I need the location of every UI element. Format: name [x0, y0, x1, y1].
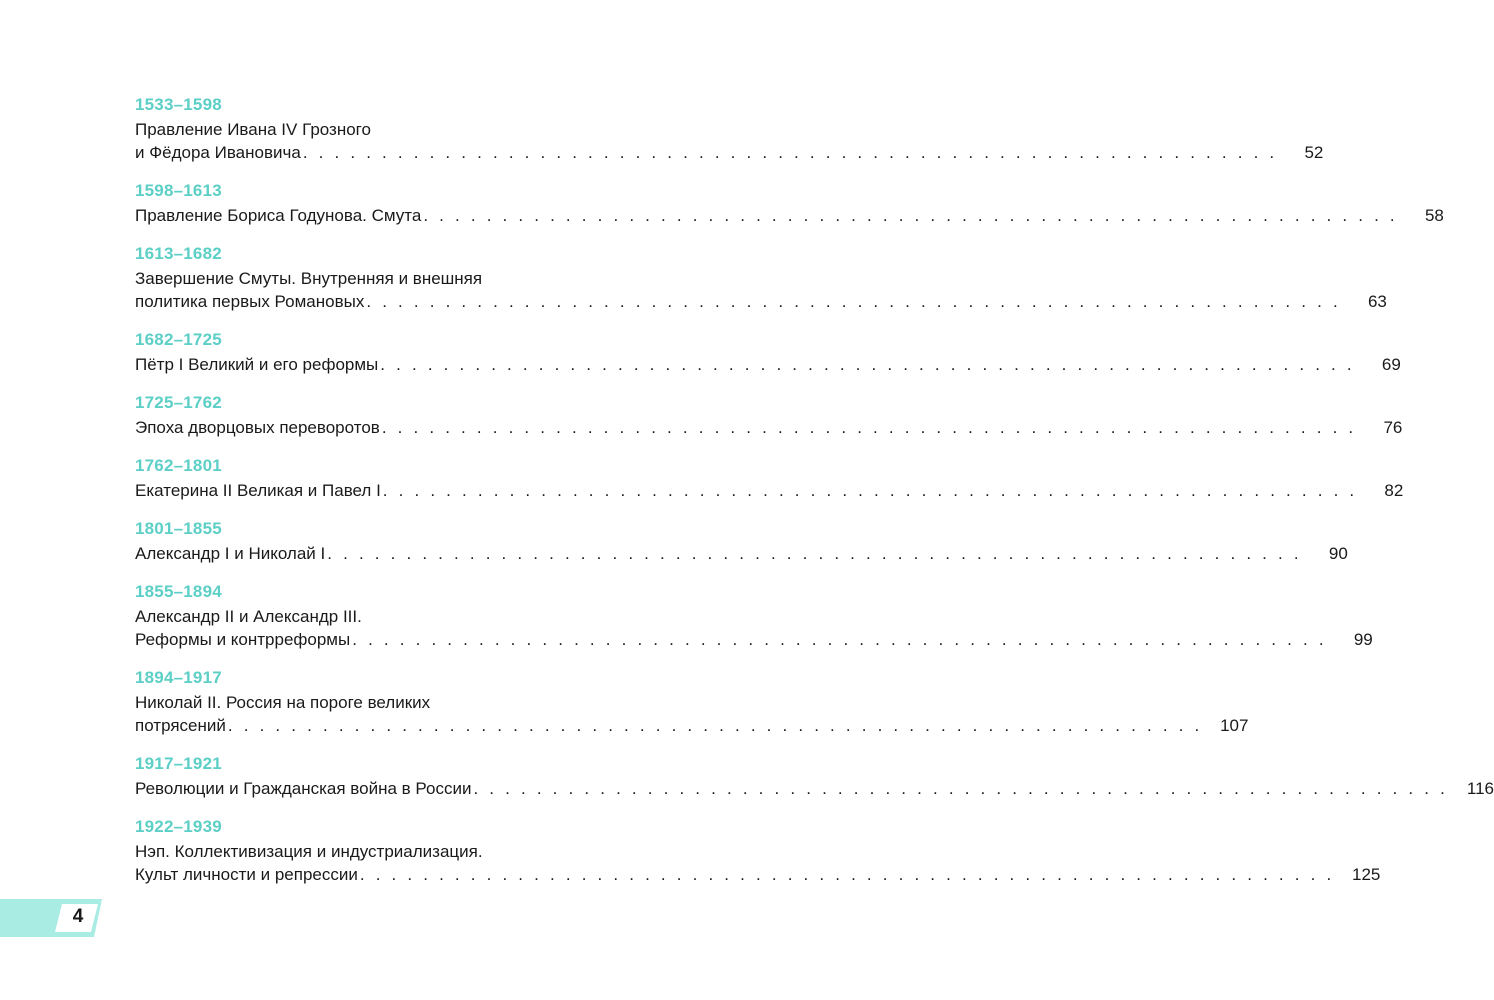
toc-entry[interactable] — [135, 329, 1401, 376]
toc-page-number[interactable]: 125 — [1352, 865, 1381, 884]
toc-years: 1533–1598 — [135, 95, 222, 114]
toc-years: 1922–1939 — [135, 817, 222, 836]
toc-page-number[interactable]: 76 — [1383, 418, 1403, 437]
toc-title-text: Революции и Гражданская война в России — [135, 779, 472, 798]
toc-entry[interactable] — [135, 518, 1348, 565]
toc-title-line: Правление Ивана IV Грозного — [135, 120, 371, 139]
toc-years: 1725–1762 — [135, 393, 222, 412]
dot-leader: . . . . . . . . . . . . . . . . . . . . . . . . . . . . . . . . . . . . . . . . . . . . . . . . . . . . . . . . . . . . . . — [382, 481, 1358, 500]
toc-title-line — [135, 777, 1494, 800]
toc-title-line — [135, 479, 1404, 502]
toc-years: 1598–1613 — [135, 181, 222, 200]
toc-title-text: потрясений — [135, 716, 226, 735]
toc-title-line: Завершение Смуты. Внутренняя и внешняя — [135, 269, 483, 288]
dot-leader: . . . . . . . . . . . . . . . . . . . . . . . . . . . . . . . . . . . . . . . . . . . . . . . . . . . . . . . . . . . . . . — [302, 143, 1278, 162]
toc-title-text: политика первых Романовых — [135, 292, 365, 311]
toc-entry[interactable] — [135, 243, 1387, 313]
toc-entry[interactable] — [135, 753, 1494, 800]
toc-title-text: Эпоха дворцовых переворотов — [135, 418, 380, 437]
toc-title-text: Реформы и контрреформы — [135, 630, 351, 649]
toc-title-text: Культ личности и репрессии — [135, 865, 358, 884]
dot-leader: . . . . . . . . . . . . . . . . . . . . . . . . . . . . . . . . . . . . . . . . . . . . . . . . . . . . . . . . . . . . . . — [327, 544, 1302, 563]
dot-leader: . . . . . . . . . . . . . . . . . . . . . . . . . . . . . . . . . . . . . . . . . . . . . . . . . . . . . . . . . . . . . . — [423, 206, 1398, 225]
toc-title-text: Пётр I Великий и его реформы — [135, 355, 379, 374]
toc-title-line: Александр II и Александр III. — [135, 607, 362, 626]
table-of-contents — [135, 94, 1494, 902]
dot-leader: . . . . . . . . . . . . . . . . . . . . . . . . . . . . . . . . . . . . . . . . . . . . . . . . . . . . . . . . . . . . . . — [380, 355, 1355, 374]
toc-years: 1762–1801 — [135, 456, 222, 475]
toc-title-text: Правление Бориса Годунова. Смута — [135, 206, 422, 225]
toc-title-text: Екатерина II Великая и Павел I — [135, 481, 381, 500]
toc-entry[interactable] — [135, 180, 1444, 227]
dot-leader: . . . . . . . . . . . . . . . . . . . . . . . . . . . . . . . . . . . . . . . . . . . . . . . . . . . . . . . . . . . . . . — [227, 716, 1203, 735]
toc-title-line — [135, 628, 1373, 651]
toc-title-line — [135, 353, 1401, 376]
toc-title-line — [135, 416, 1403, 439]
toc-entry[interactable] — [135, 667, 1249, 737]
dot-leader: . . . . . . . . . . . . . . . . . . . . . . . . . . . . . . . . . . . . . . . . . . . . . . . . . . . . . . . . . . . . . . — [473, 779, 1448, 798]
toc-page-number[interactable]: 82 — [1384, 481, 1404, 500]
toc-title-line — [135, 204, 1444, 227]
toc-title-line — [135, 863, 1381, 886]
toc-title-line — [135, 542, 1348, 565]
dot-leader: . . . . . . . . . . . . . . . . . . . . . . . . . . . . . . . . . . . . . . . . . . . . . . . . . . . . . . . . . . . . . . — [352, 630, 1327, 649]
toc-page-number[interactable]: 52 — [1304, 143, 1324, 162]
toc-years: 1801–1855 — [135, 519, 222, 538]
toc-years: 1894–1917 — [135, 668, 222, 687]
toc-entry[interactable] — [135, 581, 1373, 651]
dot-leader: . . . . . . . . . . . . . . . . . . . . . . . . . . . . . . . . . . . . . . . . . . . . . . . . . . . . . . . . . . . . . . — [359, 865, 1335, 884]
toc-years: 1917–1921 — [135, 754, 222, 773]
toc-title-line — [135, 141, 1324, 164]
dot-leader: . . . . . . . . . . . . . . . . . . . . . . . . . . . . . . . . . . . . . . . . . . . . . . . . . . . . . . . . . . . . . . — [366, 292, 1341, 311]
toc-page-number[interactable]: 107 — [1220, 716, 1249, 735]
toc-page-number[interactable]: 58 — [1424, 206, 1444, 225]
page-number: 4 — [72, 906, 84, 927]
toc-title-line: Николай II. Россия на пороге великих — [135, 693, 431, 712]
toc-entry[interactable] — [135, 392, 1403, 439]
toc-years: 1613–1682 — [135, 244, 222, 263]
toc-title-text: Александр I и Николай I — [135, 544, 326, 563]
page-number-tab — [0, 896, 104, 940]
toc-title-line — [135, 714, 1249, 737]
toc-years: 1855–1894 — [135, 582, 222, 601]
toc-title-text: и Фёдора Ивановича — [135, 143, 301, 162]
toc-page-number[interactable]: 99 — [1353, 630, 1373, 649]
toc-entry[interactable] — [135, 816, 1381, 886]
toc-entry[interactable] — [135, 455, 1404, 502]
toc-entry[interactable] — [135, 94, 1324, 164]
toc-title-line: Нэп. Коллективизация и индустриализация. — [135, 842, 483, 861]
toc-page-number[interactable]: 116 — [1466, 779, 1494, 798]
toc-page-number[interactable]: 63 — [1367, 292, 1387, 311]
toc-years: 1682–1725 — [135, 330, 222, 349]
toc-page-number[interactable]: 69 — [1381, 355, 1401, 374]
toc-title-line — [135, 290, 1387, 313]
dot-leader: . . . . . . . . . . . . . . . . . . . . . . . . . . . . . . . . . . . . . . . . . . . . . . . . . . . . . . . . . . . . . . — [381, 418, 1357, 437]
toc-page-number[interactable]: 90 — [1328, 544, 1348, 563]
